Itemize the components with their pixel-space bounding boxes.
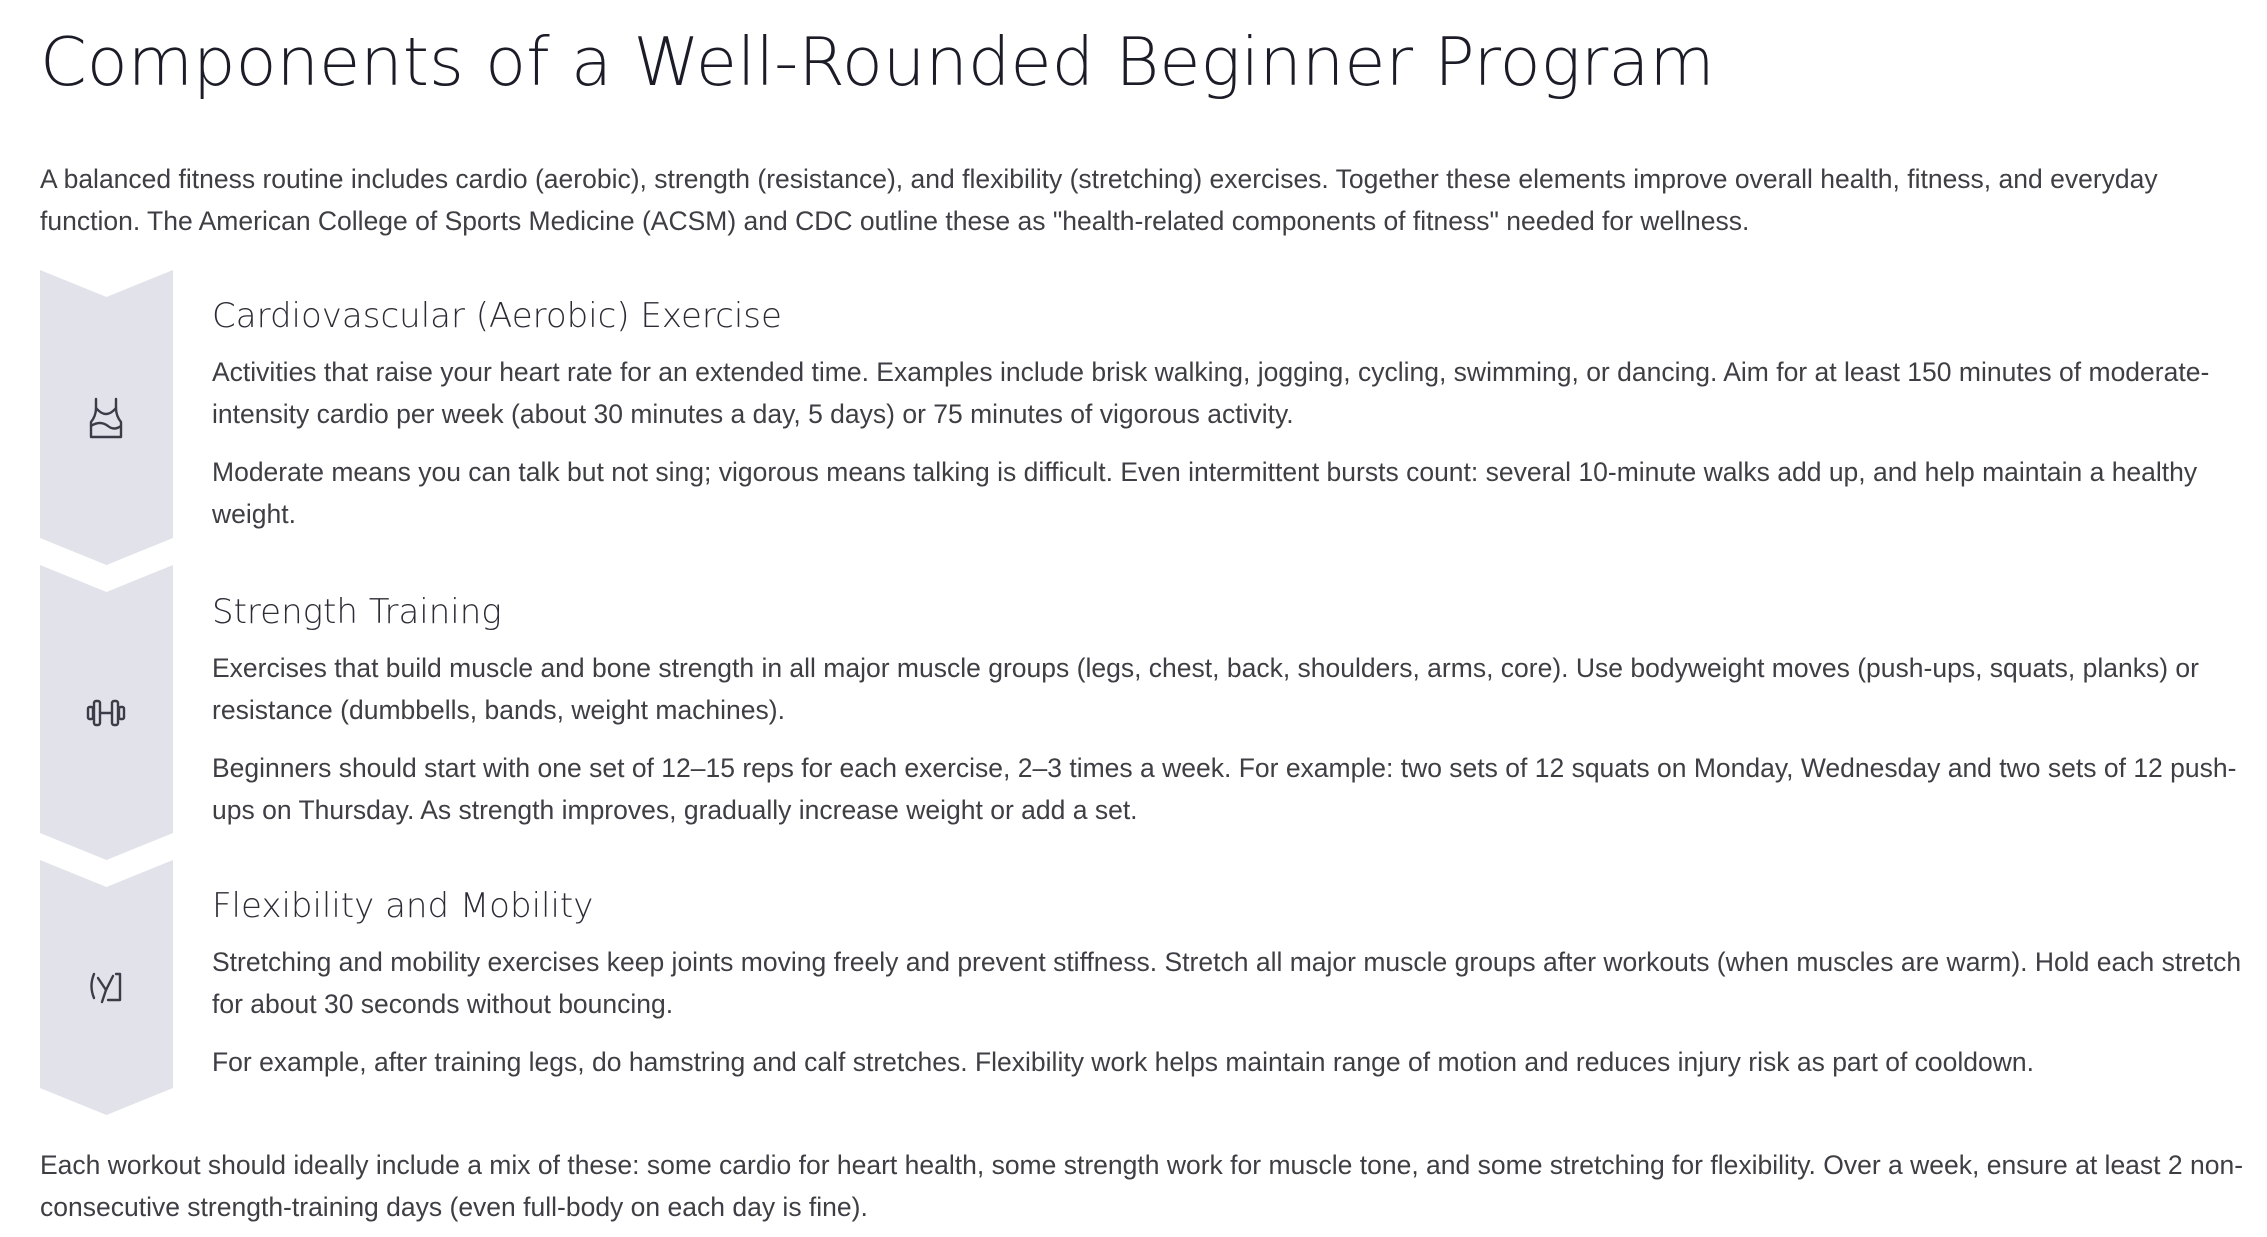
step-title: Flexibility and Mobility [212, 886, 594, 926]
step-body [212, 860, 2250, 1083]
step-paragraph: Exercises that build muscle and bone strength in all major muscle groups (legs, chest, back, shoulders, arms, core). Use bodyweight moves (push-ups, squats, planks) or resistance (dumbbells, bands, weight machines). [212, 653, 2199, 725]
step-paragraph: Activities that raise your heart rate for an extended time. Examples include brisk walking, jogging, cycling, swimming, or dancing. Aim for at least 150 minutes of moderate-intensity cardio per week (about 30 minutes a day, 5 days) or 75 minutes of vigorous activity. [212, 357, 2210, 429]
step-paragraph: Moderate means you can talk but not sing; vigorous means talking is difficult. Even intermittent bursts count: several 10-minute walks add up, and help maintain a healthy weight. [212, 457, 2198, 529]
step-paragraph: Beginners should start with one set of 12–15 reps for each exercise, 2–3 times a week. For example: two sets of 12 squats on Monday, Wednesday and two sets of 12 push-ups on Thursday. As strength improves, gradually increase weight or add a set. [212, 753, 2237, 825]
step-title: Cardiovascular (Aerobic) Exercise [212, 296, 782, 336]
summary-paragraph: Each workout should ideally include a mix of these: some cardio for heart health, some strength work for muscle tone, and some stretching for flexibility. Over a week, ensure at least 2 non-consecutive strength-training days (even full-body on each day is fine). [40, 1150, 2244, 1222]
step-paragraph: Stretching and mobility exercises keep joints moving freely and prevent stiffness. Stretch all major muscle groups after workouts (when muscles are warm). Hold each stretch for about 30 seconds without bouncing. [212, 947, 2242, 1019]
page-title: Components of a Well-Rounded Beginner Program [40, 23, 1715, 101]
tank-top-icon [86, 396, 126, 440]
step-body [212, 565, 2250, 831]
dumbbell-icon [86, 696, 126, 740]
intro-paragraph: A balanced fitness routine includes cardio (aerobic), strength (resistance), and flexibility (stretching) exercises. Together these elements improve overall health, fitness, and everyday function. The American College of Sports Medicine (ACSM) and CDC outline these as "health-related components of fitness" needed for wellness. [40, 164, 2158, 236]
yoga-icon [86, 966, 126, 1010]
step-body [212, 270, 2250, 535]
step-title: Strength Training [212, 592, 502, 632]
step-paragraph: For example, after training legs, do hamstring and calf stretches. Flexibility work helps maintain range of motion and reduces injury risk as part of cooldown. [212, 1047, 2035, 1077]
